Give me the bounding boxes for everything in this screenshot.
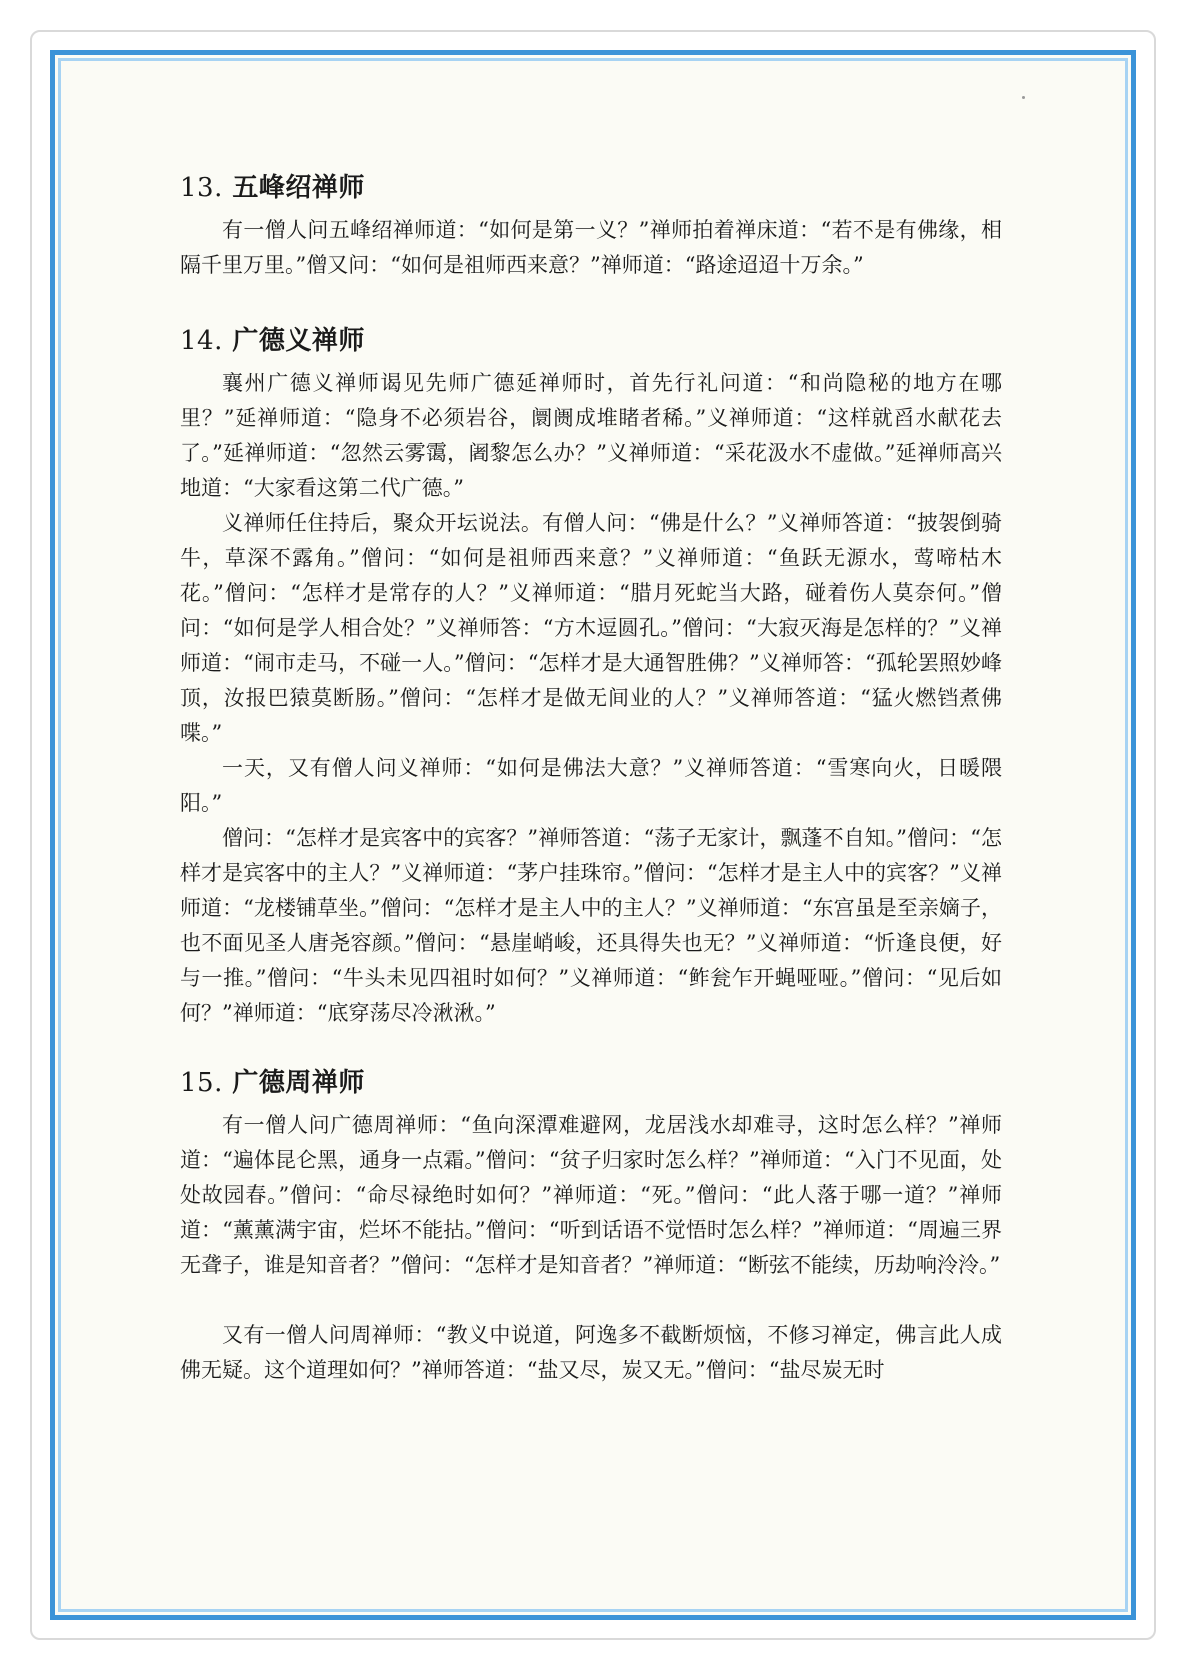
page-body (180, 0, 1002, 1672)
section-title-text: 广德周禅师 (232, 1068, 365, 1098)
margin-speck (1022, 96, 1025, 99)
section-heading-15 (180, 1062, 365, 1099)
section-title-text: 广德义禅师 (232, 326, 365, 356)
paragraph: 有一僧人问广德周禅师：“鱼向深潭难避网，龙居浅水却难寻，这时怎么样？”禅师道：“遍体昆仑黑，通身一点霜。”僧问：“贫子归家时怎么样？”禅师道：“入门不见面，处处故园春。”僧问：“命尽禄绝时如何？”禅师道：“死。”僧问：“此人落于哪一道？”禅师道：“薰薰满宇宙，烂坏不能拈。”僧问：“听到话语不觉悟时怎么样？”禅师道：“周遍三界无聋子，谁是知音者？”僧问：“怎样才是知音者？”禅师道：“断弦不能续，历劫响泠泠。” (180, 1113, 1002, 1277)
paragraph: 又有一僧人问周禅师：“教义中说道，阿逸多不截断烦恼，不修习禅定，佛言此人成佛无疑。这个道理如何？”禅师答道：“盐又尽，炭又无。”僧问：“盐尽炭无时 (180, 1323, 1002, 1382)
section-number: 13. (180, 173, 223, 203)
section-heading-14 (180, 320, 365, 357)
section-number: 14. (180, 326, 223, 356)
paragraph: 僧问：“怎样才是宾客中的宾客？”禅师答道：“荡子无家计，飘蓬不自知。”僧问：“怎样才是宾客中的主人？”义禅师道：“茅户挂珠帘。”僧问：“怎样才是主人中的宾客？”义禅师道：“龙楼铺草坐。”僧问：“怎样才是主人中的主人？”义禅师道：“东宫虽是至亲嫡子，也不面见圣人唐尧容颜。”僧问：“悬崖峭峻，还具得失也无？”义禅师道：“忻逢良便，好与一推。”僧问：“牛头未见四祖时如何？”义禅师道：“鲊瓮乍开蝇哑哑。”僧问：“见后如何？”禅师道：“底穿荡尽冷湫湫。” (180, 826, 1002, 1025)
section-heading-13 (180, 167, 365, 204)
section-title-text: 五峰绍禅师 (232, 173, 365, 203)
paragraph: 襄州广德义禅师谒见先师广德延禅师时，首先行礼问道：“和尚隐秘的地方在哪里？”延禅师道：“隐身不必须岩谷，阛阓成堆睹者稀。”义禅师道：“这样就舀水献花去了。”延禅师道：“忽然云雾霭，阇黎怎么办？”义禅师道：“采花汲水不虚做。”延禅师高兴地道：“大家看这第二代广德。” (180, 371, 1002, 500)
paragraph: 有一僧人问五峰绍禅师道：“如何是第一义？”禅师拍着禅床道：“若不是有佛缘，相隔千里万里。”僧又问：“如何是祖师西来意？”禅师道：“路途迢迢十万余。” (180, 218, 1002, 277)
paragraph: 一天，又有僧人问义禅师：“如何是佛法大意？”义禅师答道：“雪寒向火，日暖隈阳。” (180, 756, 1002, 815)
section-number: 15. (180, 1068, 223, 1098)
paragraph: 义禅师任住持后，聚众开坛说法。有僧人问：“佛是什么？”义禅师答道：“披袈倒骑牛，草深不露角。”僧问：“如何是祖师西来意？”义禅师道：“鱼跃无源水，莺啼枯木花。”僧问：“怎样才是常存的人？”义禅师道：“腊月死蛇当大路，碰着伤人莫奈何。”僧问：“如何是学人相合处？”义禅师答：“方木逗圆孔。”僧问：“大寂灭海是怎样的？”义禅师道：“闹市走马，不碰一人。”僧问：“怎样才是大通智胜佛？”义禅师答：“孤轮罢照妙峰顶，汝报巴猿莫断肠。”僧问：“怎样才是做无间业的人？”义禅师答道：“猛火燃铛煮佛喋。” (180, 511, 1002, 745)
